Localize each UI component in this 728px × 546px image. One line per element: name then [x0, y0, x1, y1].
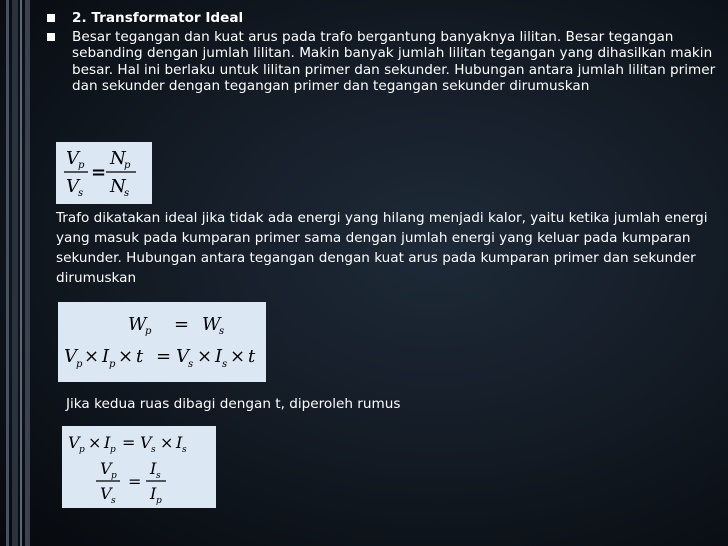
svg-text:p: p — [156, 496, 162, 506]
svg-text:V: V — [68, 433, 80, 452]
svg-text:V: V — [100, 459, 112, 478]
svg-text:=: = — [122, 433, 136, 452]
svg-text:I: I — [150, 484, 157, 503]
stripe — [25, 0, 30, 546]
svg-text:W: W — [128, 314, 147, 335]
svg-text:s: s — [219, 326, 225, 337]
svg-text:s: s — [222, 359, 228, 370]
svg-text:×: × — [230, 346, 246, 367]
bullet-body-text: Besar tegangan dan kuat arus pada trafo bergantung banyaknya lilitan. Besar tegangan sebanding dengan jumlah lilitan. Makin banyak jumlah lilitan tegangan yang dihasilkan makin besar. Hal ini berlaku untuk lilitan primer dan sekunder. Hubungan antara jumlah lilitan primer dan sekunder dengan tegangan primer dan tegangan sekunder dirumuskan — [72, 28, 716, 95]
paragraph-divide-by-t: Jika kedua ruas dibagi dengan t, diperoleh rumus — [66, 396, 401, 412]
f1-rhs-den-sub: s — [124, 188, 130, 199]
formula-power-ratio — [62, 426, 216, 508]
svg-text:s: s — [182, 445, 187, 455]
svg-text:×: × — [160, 433, 174, 452]
svg-text:t: t — [136, 346, 144, 367]
svg-text:s: s — [188, 359, 194, 370]
svg-text:W: W — [202, 314, 221, 335]
formula-voltage-turns-ratio — [56, 142, 152, 204]
svg-text:V: V — [140, 433, 152, 452]
svg-text:V: V — [64, 346, 77, 367]
stripe — [6, 0, 9, 546]
f1-lhs-num-sub: p — [78, 160, 85, 171]
svg-text:t: t — [248, 346, 256, 367]
decorative-stripes — [6, 0, 32, 546]
square-bullet-icon — [47, 14, 55, 22]
svg-text:V: V — [100, 484, 112, 503]
svg-text:p: p — [109, 359, 116, 370]
svg-text:×: × — [88, 433, 102, 452]
f1-lhs-num: V — [66, 148, 79, 169]
f1-lhs-den: V — [66, 176, 79, 197]
svg-text:I: I — [215, 346, 223, 367]
square-bullet-icon — [47, 33, 55, 41]
f1-lhs-den-sub: s — [78, 188, 84, 199]
formula-2-graphic — [58, 302, 266, 382]
slide-title: 2. Transformator Ideal — [72, 10, 244, 26]
svg-text:s: s — [156, 471, 161, 481]
svg-text:×: × — [118, 346, 134, 367]
f1-rhs-num: N — [110, 148, 126, 169]
stripe — [20, 0, 22, 546]
stripe — [12, 0, 18, 546]
svg-text:p: p — [145, 326, 152, 337]
f1-equals: = — [91, 162, 107, 183]
formula-1-graphic — [56, 142, 152, 204]
svg-text:p: p — [110, 445, 116, 455]
svg-text:p: p — [79, 445, 85, 455]
svg-text:p: p — [76, 359, 83, 370]
svg-text:I: I — [104, 433, 111, 452]
svg-text:×: × — [197, 346, 213, 367]
bullet-item-body — [44, 29, 724, 95]
svg-text:I: I — [102, 346, 110, 367]
paragraph-ideal-transformer: Trafo dikatakan ideal jika tidak ada energi yang hilang menjadi kalor, yaitu ketika jumlah energi yang masuk pada kumparan primer sama dengan jumlah energi yang keluar pada kumparan sekunder. Hubungan antara tegangan dengan kuat arus pada kumparan primer dan sekunder dirumuskan — [56, 210, 708, 286]
svg-text:×: × — [84, 346, 100, 367]
svg-text:=: = — [156, 346, 172, 367]
f1-rhs-den: N — [110, 176, 126, 197]
formula-3-graphic — [62, 426, 216, 508]
bullet-item-title — [44, 10, 724, 27]
svg-text:I: I — [150, 459, 157, 478]
bullet-list — [44, 10, 724, 97]
svg-text:=: = — [128, 472, 142, 491]
svg-text:p: p — [111, 471, 117, 481]
svg-text:I: I — [176, 433, 183, 452]
svg-text:=: = — [174, 314, 190, 335]
f1-rhs-num-sub: p — [124, 160, 131, 171]
formula-energy-balance — [58, 302, 266, 382]
svg-text:s: s — [151, 445, 156, 455]
svg-text:s: s — [111, 496, 116, 506]
svg-text:V: V — [176, 346, 189, 367]
